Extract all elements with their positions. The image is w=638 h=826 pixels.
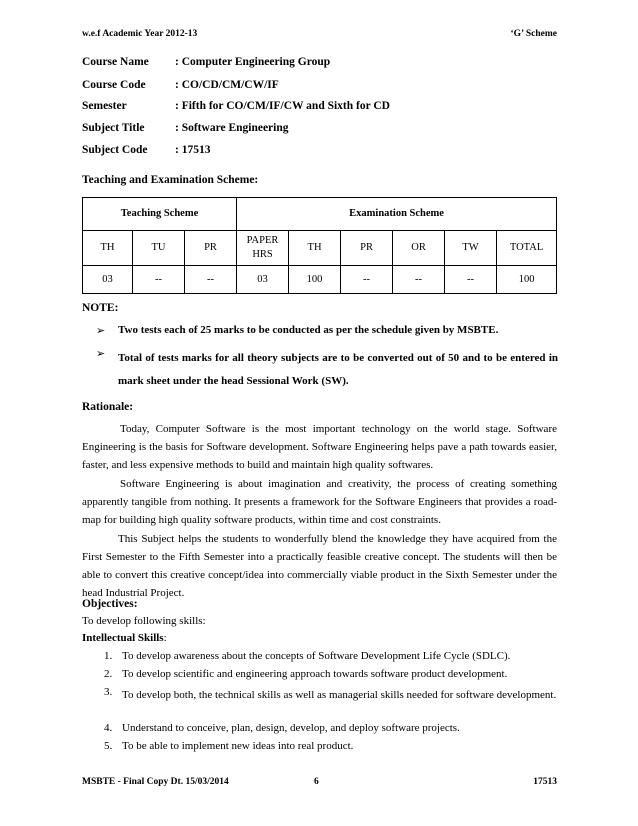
- course-info-value: : Software Engineering: [175, 122, 289, 134]
- scheme-table: [82, 197, 557, 294]
- note-item: Two tests each of 25 marks to be conducted as per the schedule given by MSBTE.: [118, 324, 499, 336]
- list-item-text: To develop awareness about the concepts of Software Development Life Cycle (SDLC).: [122, 650, 511, 662]
- table-row: [83, 266, 557, 294]
- table-cell: --: [445, 266, 497, 294]
- objectives-subheading-line: [82, 632, 167, 644]
- list-item-text: To develop scientific and engineering approach towards software product development.: [122, 668, 508, 680]
- column-header: TW: [445, 231, 497, 266]
- table-cell: 100: [497, 266, 557, 294]
- page-number: 6: [314, 777, 319, 787]
- footer-copy-date: MSBTE - Final Copy Dt. 15/03/2014: [82, 777, 229, 787]
- column-header: TH: [289, 231, 341, 266]
- course-info-key: Course Name: [82, 56, 149, 68]
- course-info-key: Subject Code: [82, 144, 148, 156]
- column-header: TH: [83, 231, 133, 266]
- table-cell: --: [341, 266, 393, 294]
- column-header: PR: [185, 231, 237, 266]
- note-item: Total of tests marks for all theory subjects are to be converted out of 50 and to be entered in mark sheet under the head Sessional Work (SW).: [118, 352, 558, 387]
- column-header: OR: [393, 231, 445, 266]
- arrow-bullet-icon: ➢: [96, 325, 106, 337]
- teaching-scheme-header: Teaching Scheme: [83, 198, 237, 231]
- table-cell: --: [393, 266, 445, 294]
- table-cell: 03: [237, 266, 289, 294]
- header-academic-year: w.e.f Academic Year 2012-13: [82, 29, 198, 39]
- table-cell: --: [185, 266, 237, 294]
- course-info-value: : 17513: [175, 144, 211, 156]
- examination-scheme-header: Examination Scheme: [237, 198, 557, 231]
- rationale-paragraph: This Subject helps the students to wonderfully blend the knowledge they have acquired from the First Semester to the Fifth Semester into a practically feasible creative concept. The students will then be able to convert this creative concept/idea into commercially viable product in the Sixth Semester under the head Industrial Project.: [82, 533, 557, 599]
- list-item-text: Understand to conceive, plan, design, develop, and deploy software projects.: [122, 722, 460, 734]
- course-info-key: Course Code: [82, 79, 146, 91]
- note-heading: NOTE:: [82, 302, 119, 314]
- table-cell: 03: [83, 266, 133, 294]
- course-info-value: : CO/CD/CM/CW/IF: [175, 79, 279, 91]
- column-header: TOTAL: [497, 231, 557, 266]
- course-info-value: : Computer Engineering Group: [175, 56, 331, 68]
- document-page: w.e.f Academic Year 2012-13 ‘G’ Scheme Course Name : Computer Engineering Group Course Code : CO/CD/CM/CW/IF Semester : Fifth for CO/CM/IF/CW and Sixth for CD Subject Title : Software Engineering Subject Code : 17513 Teaching and Examination Scheme: Teaching Scheme Examination Scheme TH TU PR PAPER HRS TH PR OR TW TOTAL 03 -- -- 03 100 -- -- -- 100 NOTE: ➢ Two tests each of 25 marks to be conducted as per the schedule given by MSBTE. ➢ Total of tests marks for all theory subjects are to be converted out of 50 and to be entered in mark sheet under the head Sessional Work (SW). Rationale: Today, Computer Software is the most important technology on the world stage. Software Engineering is the basis for Software development. Software Engineering helps pave a path towards easier, faster, and less expensive methods to build and maintain high quality softwares. Software Engineering is about imagination and creativity, the process of creating something apparently tangible from nothing. It presents a framework for the Software Engineers that provides a road-map for building high quality software products, within time and cost constraints. This Subject helps the students to wonderfully blend the knowledge they have acquired from the First Semester to the Fifth Semester into a practically feasible creative concept. The students will then be able to convert this creative concept/idea into commercially viable product in the Sixth Semester under the head Industrial Project. Objectives: To develop following skills: Intellectual Skills: 1. To develop awareness about the concepts of Software Development Life Cycle (SDLC). 2. To develop scientific and engineering approach towards software product development. 3. To develop both, the technical skills as well as managerial skills needed for software development. 4. Understand to conceive, plan, design, develop, and deploy software projects. 5. To be able to implement new ideas into real product. MSBTE - Final Copy Dt. 15/03/2014 6 17513: [82, 29, 558, 787]
- intellectual-skills-heading: Intellectual Skills: [82, 632, 164, 644]
- scheme-heading: Teaching and Examination Scheme:: [82, 174, 259, 186]
- objectives-heading: Objectives:: [82, 598, 138, 610]
- footer-subject-code: 17513: [533, 777, 557, 787]
- objectives-intro: To develop following skills:: [82, 615, 206, 627]
- course-info-value: : Fifth for CO/CM/IF/CW and Sixth for CD: [175, 100, 390, 112]
- table-header-row: [83, 198, 557, 231]
- rationale-paragraph: Today, Computer Software is the most important technology on the world stage. Software Engineering is the basis for Software development. Software Engineering helps pave a path towards easier, faster, and less expensive methods to build and maintain high quality softwares.: [82, 423, 557, 471]
- table-column-row: [83, 231, 557, 266]
- arrow-bullet-icon: ➢: [96, 348, 106, 360]
- column-header: PR: [341, 231, 393, 266]
- column-header: PAPER HRS: [237, 231, 289, 266]
- header-scheme: ‘G’ Scheme: [510, 29, 557, 39]
- subheading-colon: :: [163, 632, 167, 644]
- course-info-key: Subject Title: [82, 122, 145, 134]
- rationale-paragraph: Software Engineering is about imagination and creativity, the process of creating something apparently tangible from nothing. It presents a framework for the Software Engineers that provides a road-map for building high quality software products, within time and cost constraints.: [82, 478, 557, 526]
- rationale-heading: Rationale:: [82, 401, 134, 413]
- list-item-text: To develop both, the technical skills as well as managerial skills needed for software development.: [122, 689, 557, 701]
- list-item-text: To be able to implement new ideas into real product.: [122, 740, 354, 752]
- table-cell: 100: [289, 266, 341, 294]
- table-cell: --: [133, 266, 185, 294]
- column-header: TU: [133, 231, 185, 266]
- course-info-key: Semester: [82, 100, 127, 112]
